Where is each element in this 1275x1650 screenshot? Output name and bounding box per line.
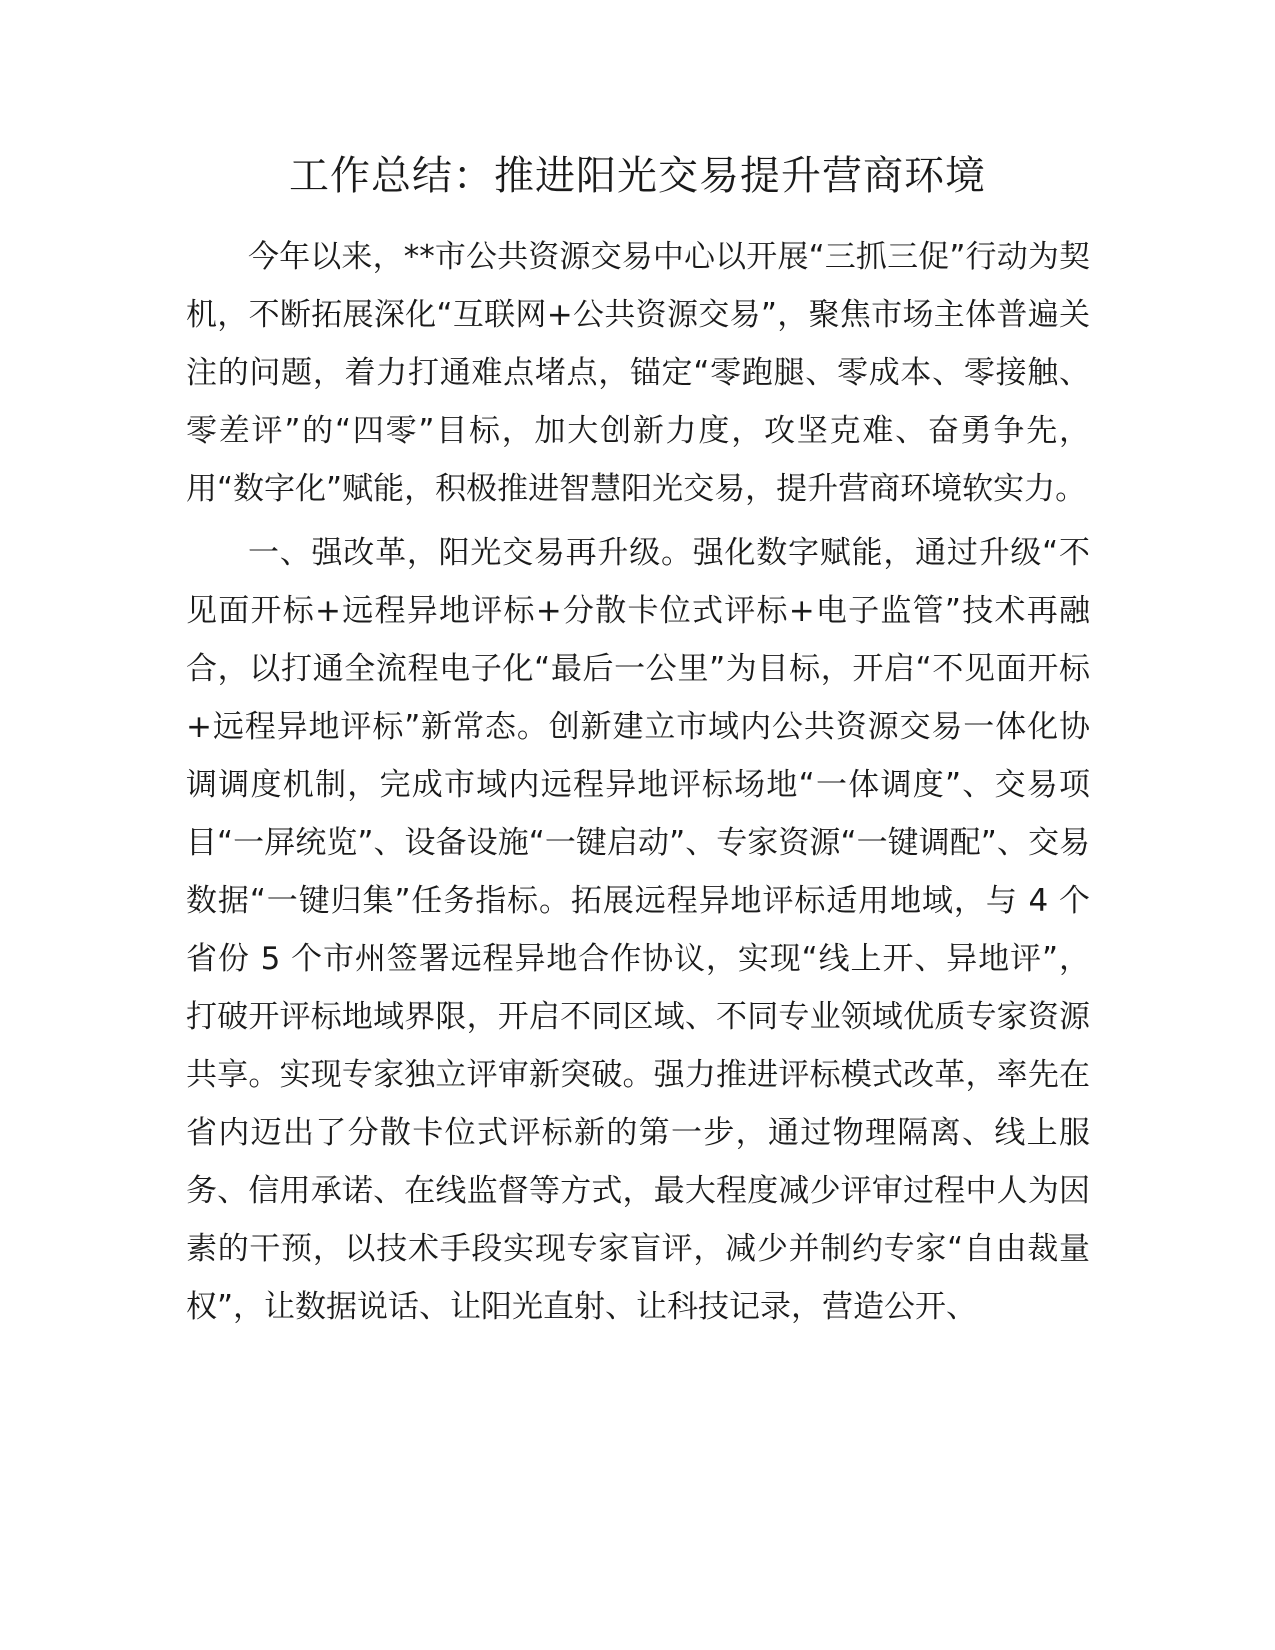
document-title: 工作总结：推进阳光交易提升营商环境	[289, 153, 986, 199]
document-body	[186, 228, 1090, 1336]
paragraph-intro: 今年以来，**市公共资源交易中心以开展“三抓三促”行动为契机，不断拓展深化“互联网+公共资源交易”，聚焦市场主体普遍关注的问题，着力打通难点堵点，锚定“零跑腿、零成本、零接触、零差评”的“四零”目标，加大创新力度，攻坚克难、奋勇争先，用“数字化”赋能，积极推进智慧阳光交易，提升营商环境软实力。	[186, 239, 1090, 507]
paragraph-section-one: 一、强改革，阳光交易再升级。强化数字赋能，通过升级“不见面开标+远程异地评标+分散卡位式评标+电子监管”技术再融合，以打通全流程电子化“最后一公里”为目标，开启“不见面开标+远程异地评标”新常态。创新建立市域内公共资源交易一体化协调调度机制，完成市域内远程异地评标场地“一体调度”、交易项目“一屏统览”、设备设施“一键启动”、专家资源“一键调配”、交易数据“一键归集”任务指标。拓展远程异地评标适用地域，与 4 个省份 5 个市州签署远程异地合作协议，实现“线上开、异地评”，打破开评标地域界限，开启不同区域、不同专业领域优质专家资源共享。实现专家独立评审新突破。强力推进评标模式改革，率先在省内迈出了分散卡位式评标新的第一步，通过物理隔离、线上服务、信用承诺、在线监督等方式，最大程度减少评审过程中人为因素的干预，以技术手段实现专家盲评，减少并制约专家“自由裁量权”，让数据说话、让阳光直射、让科技记录，营造公开、	[186, 535, 1090, 1325]
